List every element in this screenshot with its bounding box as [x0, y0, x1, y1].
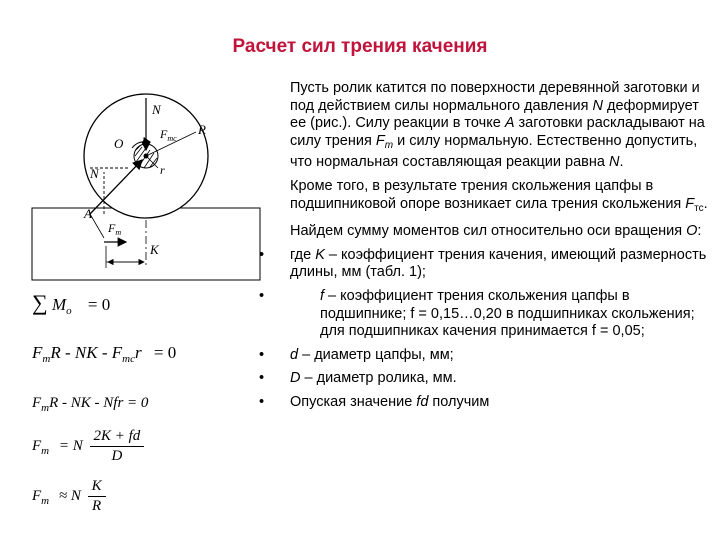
definitions-list	[259, 246, 708, 412]
label-r: r	[160, 163, 165, 177]
label-F-m: $F_m$	[108, 221, 122, 237]
paragraph-3: Найдем сумму моментов сил относительно оси вращения O:	[290, 223, 702, 240]
list-item: • Опуская значение fd получим	[259, 393, 490, 410]
list-item: • где K – коэффициент трения качения, имеющий размерность длины, мм (табл. 1);	[259, 246, 707, 281]
formula-moments-expanded: $F_mR$ - NK - $F_{mc}r = 0$	[32, 343, 177, 365]
formula-substituted: $F_mR$ - NK - Nfr = 0	[32, 395, 149, 414]
list-item: • D – диаметр ролика, мм.	[259, 370, 457, 387]
label-R: R	[198, 122, 206, 137]
label-O: O	[114, 136, 124, 151]
label-N-top: N	[152, 102, 161, 117]
explanation-text	[259, 80, 708, 418]
label-N-left: N	[90, 166, 99, 181]
paragraph-1: Пусть ролик катится по поверхности деревянной заготовки и под действием силы нормального давления N деформирует ее (рис.). Силу реакции в точке A заготовки раскладывают на силу трения $F_m$ и силу нормальную. Естественно допустить, что нормальная составляющая реакции равна N.	[290, 80, 705, 171]
formula-moment-sum: ∑ $M_o = 0$	[32, 290, 111, 317]
label-K: K	[150, 242, 159, 257]
list-item: • f – коэффициент трения скольжения цапфы в подшипнике; f = 0,15…0,20 в подшипниках скольжения; для подшипниках качения принимается f = 0,05;	[259, 287, 695, 340]
label-F-mc: $F_{mc}$	[160, 127, 177, 143]
list-item: • d – диаметр цапфы, мм;	[259, 346, 454, 363]
page-title: Расчет сил трения качения	[232, 36, 488, 57]
formula-Fm-approx: $F_m \approx N$ $\frac{K}{R}$	[32, 478, 109, 515]
paragraph-2: Кроме того, в результате трения скольжения цапфы в подшипниковой опоре возникает сила трения скольжения $F_{тс}$.	[290, 177, 708, 214]
label-A: A	[84, 206, 92, 221]
formula-Fm-exact: $F_m = N$ $\frac{2K + fd}{D}$	[32, 428, 147, 465]
rolling-friction-diagram	[28, 92, 268, 292]
